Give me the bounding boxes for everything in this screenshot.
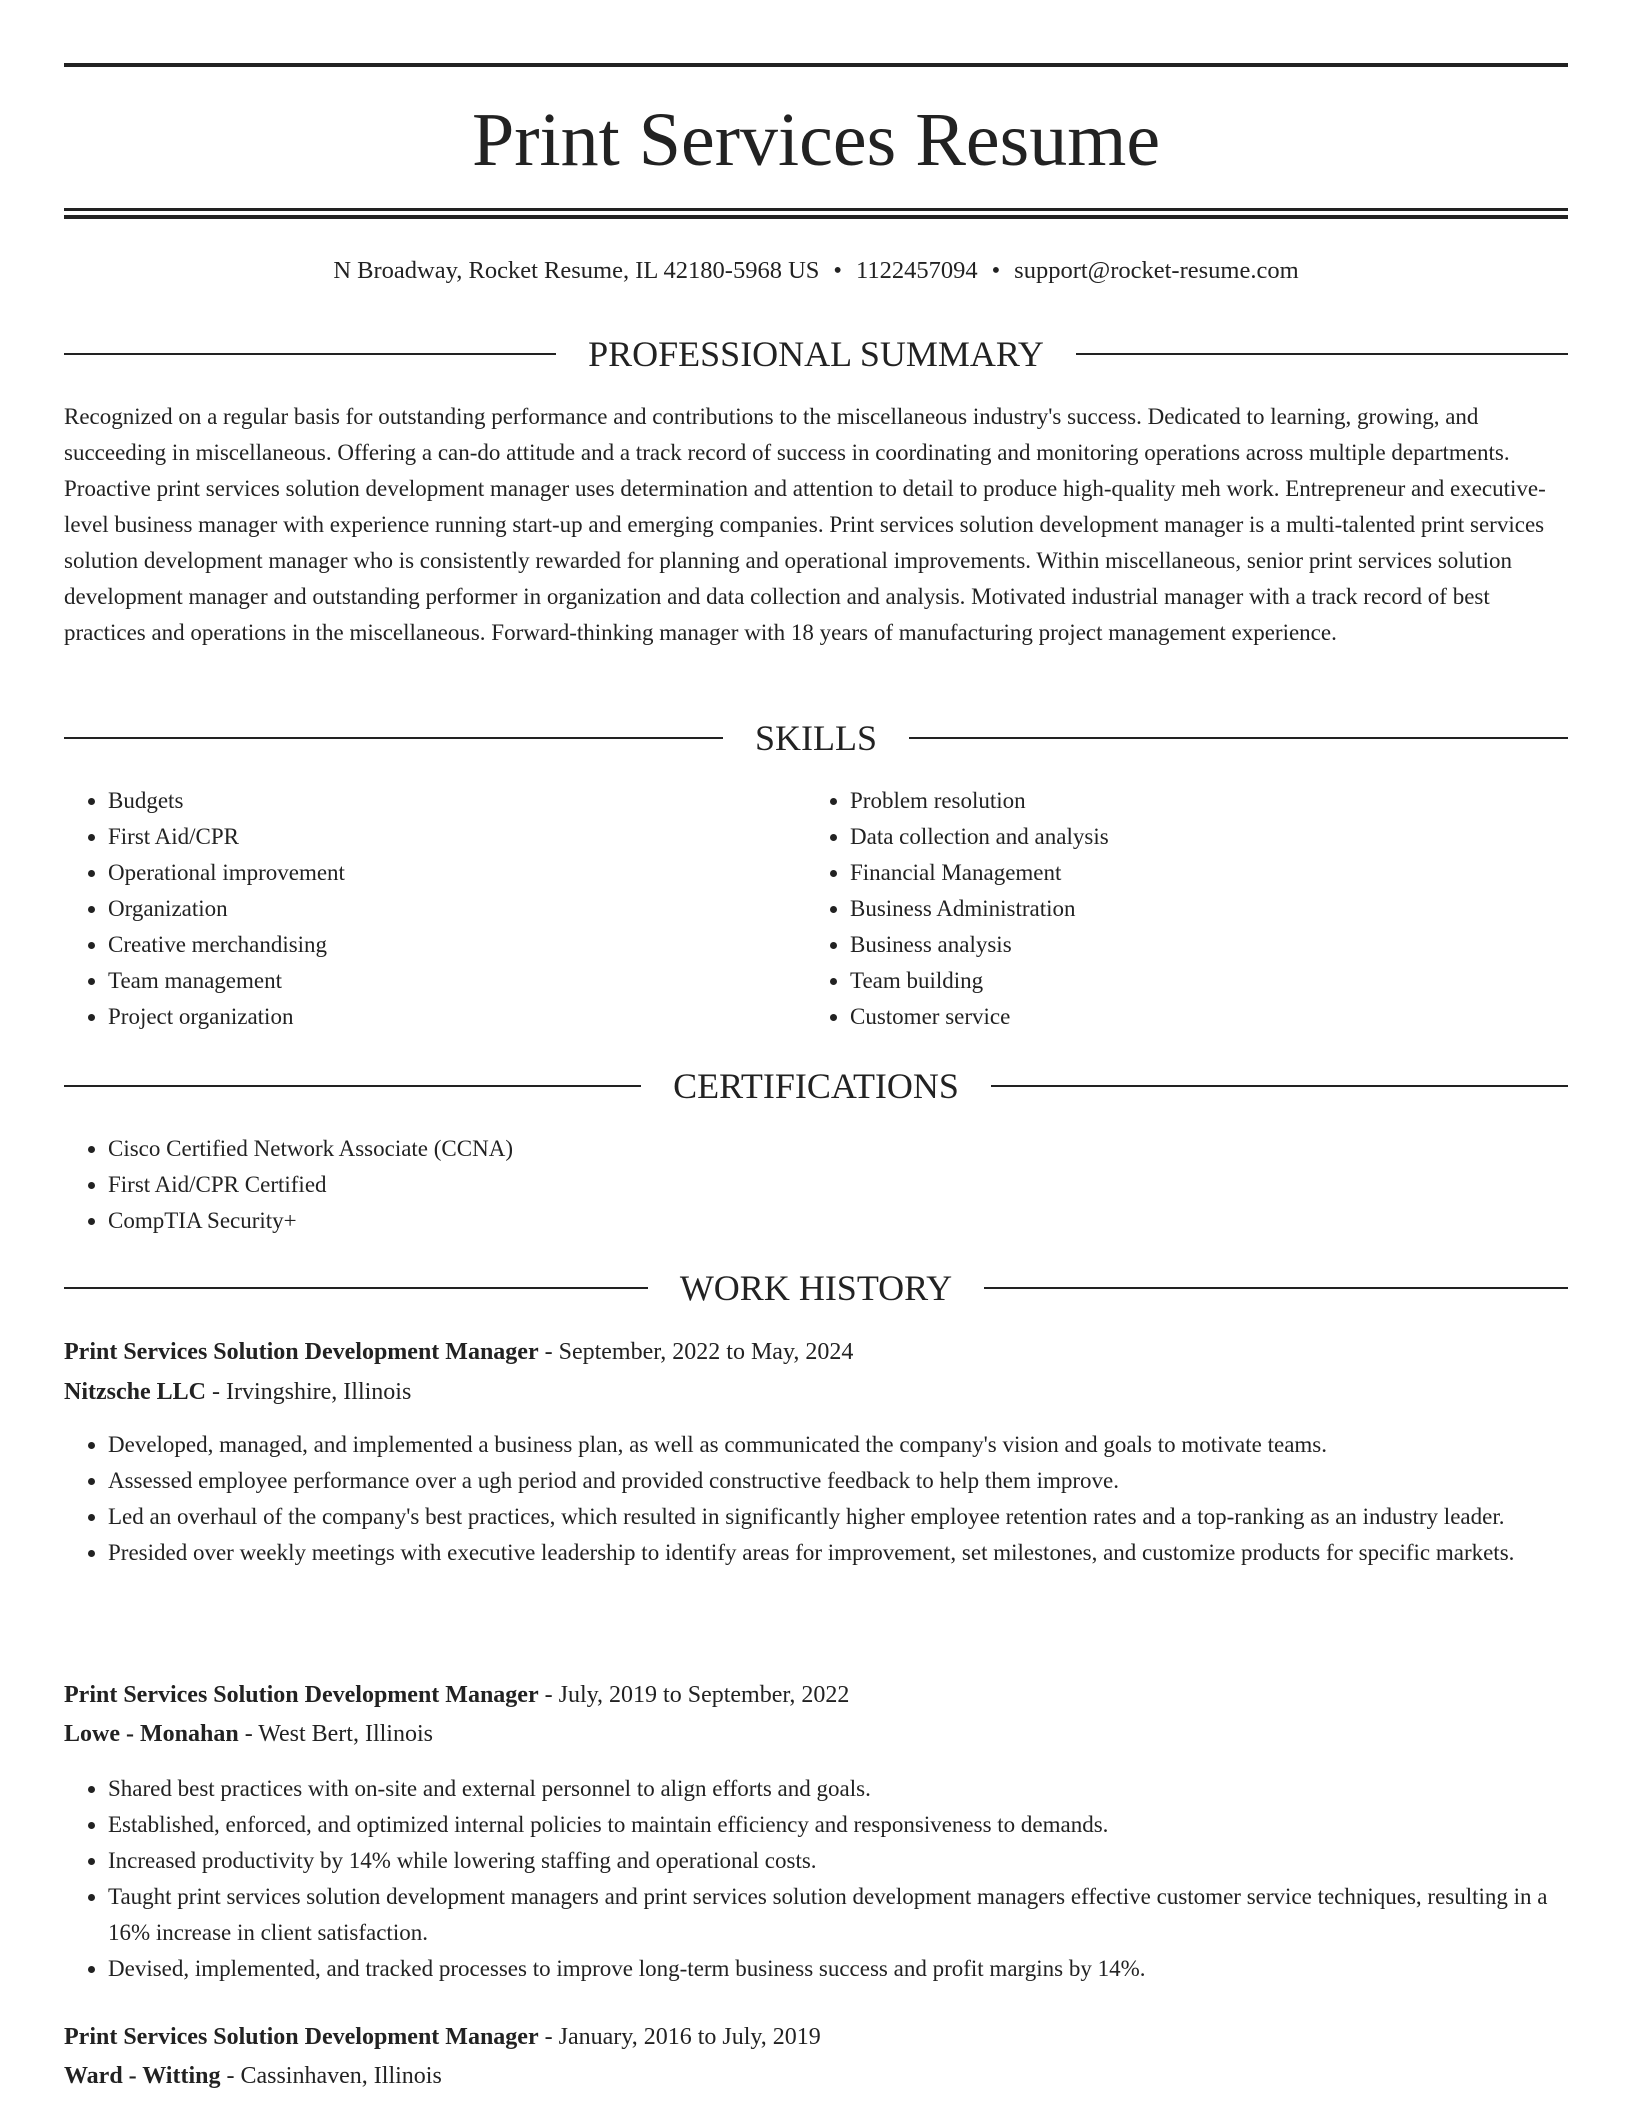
heading-rule xyxy=(64,353,556,355)
certifications-list xyxy=(64,1131,1568,1239)
job-dash: - xyxy=(538,2024,559,2050)
skill-item: • Budgets xyxy=(108,783,808,819)
job-dash: - xyxy=(220,2063,241,2089)
summary-heading-label: PROFESSIONAL SUMMARY xyxy=(588,334,1044,374)
job-bullet: • Increased productivity by 14% while lowering staffing and operational costs. xyxy=(108,1843,1568,1879)
work-history-heading xyxy=(64,1266,1568,1310)
skill-item: • Problem resolution xyxy=(850,783,1550,819)
job-dash: - xyxy=(538,1339,559,1365)
skills-list-right xyxy=(806,783,1550,1035)
heading-rule xyxy=(1076,353,1568,355)
job-bullet: • Taught print services solution development managers and print services solution development managers effective customer service techniques, resulting in a 16% increase in client satisfaction. xyxy=(108,1879,1568,1951)
job-company: Ward - Witting xyxy=(64,2063,221,2089)
job-title: Print Services Solution Development Manager xyxy=(64,2024,539,2050)
skill-item: • Business Administration xyxy=(850,891,1550,927)
skill-item: • Creative merchandising xyxy=(108,927,808,963)
job-dates: July, 2019 to September, 2022 xyxy=(558,1682,850,1708)
certifications-heading-label: CERTIFICATIONS xyxy=(673,1066,959,1106)
certification-item: • CompTIA Security+ xyxy=(108,1203,1568,1239)
heading-rule xyxy=(991,1085,1568,1087)
skill-item: • Team management xyxy=(108,963,808,999)
job-title: Print Services Solution Development Manager xyxy=(64,1682,539,1708)
skill-item: • First Aid/CPR xyxy=(108,819,808,855)
heading-rule xyxy=(984,1287,1568,1289)
job-dash: - xyxy=(538,1682,559,1708)
contact-phone: 1122457094 xyxy=(855,257,978,284)
job-dates: September, 2022 to May, 2024 xyxy=(558,1339,854,1365)
contact-email: support@rocket-resume.com xyxy=(1014,257,1299,284)
job-bullet: • Devised, implemented, and tracked processes to improve long-term business success and profit margins by 14%. xyxy=(108,1951,1568,1987)
summary-heading xyxy=(64,332,1568,376)
summary-text: Recognized on a regular basis for outstanding performance and contributions to the miscellaneous industry's success. Dedicated to learning, growing, and succeeding in miscellaneous. Offering a can-do attitude and a track record of success in coordinating and monitoring operations across multiple departments. Proactive print services solution development manager uses determination and attention to detail to produce high-quality meh work. Entrepreneur and executive-level business manager with experience running start-up and emerging companies. Print services solution development manager is a multi-talented print services solution development manager who is consistently rewarded for planning and operational improvements. Within miscellaneous, senior print services solution development manager and outstanding performer in organization and data collection and analysis. Motivated industrial manager with a track record of best practices and operations in the miscellaneous. Forward-thinking manager with 18 years of manufacturing project management experience. xyxy=(64,404,1546,645)
contact-address: N Broadway, Rocket Resume, IL 42180-5968 US xyxy=(333,257,820,284)
certification-item: • Cisco Certified Network Associate (CCNA) xyxy=(108,1131,1568,1167)
skills-list-left xyxy=(64,783,808,1035)
heading-rule xyxy=(64,737,723,739)
job-bullet: • Developed, managed, and implemented a business plan, as well as communicated the company's vision and goals to motivate teams. xyxy=(108,1427,1568,1463)
job-location: Cassinhaven, Illinois xyxy=(240,2063,442,2089)
skill-item: • Team building xyxy=(850,963,1550,999)
job-company-line xyxy=(64,1374,1568,1410)
job-company: Lowe - Monahan xyxy=(64,1721,239,1747)
skill-item: • Business analysis xyxy=(850,927,1550,963)
heading-rule xyxy=(64,1287,648,1289)
job-dash: - xyxy=(238,1721,259,1747)
job-title-line xyxy=(64,2019,1568,2055)
heading-rule xyxy=(64,1085,641,1087)
skill-item: • Operational improvement xyxy=(108,855,808,891)
top-rule xyxy=(64,63,1568,67)
skills-heading xyxy=(64,716,1568,760)
title-rule-lower xyxy=(64,215,1568,219)
title-rule-upper xyxy=(64,208,1568,211)
job-bullet: • Presided over weekly meetings with executive leadership to identify areas for improvement, set milestones, and customize products for specific markets. xyxy=(108,1535,1568,1571)
skill-item: • Data collection and analysis xyxy=(850,819,1550,855)
job-company: Nitzsche LLC xyxy=(64,1379,206,1405)
job-title: Print Services Solution Development Manager xyxy=(64,1339,539,1365)
skill-item: • Project organization xyxy=(108,999,808,1035)
certification-item: • First Aid/CPR Certified xyxy=(108,1167,1568,1203)
certifications-heading xyxy=(64,1064,1568,1108)
skill-item: • Financial Management xyxy=(850,855,1550,891)
job-location: West Bert, Illinois xyxy=(258,1721,433,1747)
contact-separator: • xyxy=(991,257,1001,284)
contact-line xyxy=(64,254,1568,288)
work-history-heading-label: WORK HISTORY xyxy=(679,1268,953,1308)
job-bullet: • Established, enforced, and optimized internal policies to maintain efficiency and responsiveness to demands. xyxy=(108,1807,1568,1843)
job-location: Irvingshire, Illinois xyxy=(225,1379,412,1405)
resume-title: Print Services Resume xyxy=(471,98,1161,182)
job-bullets xyxy=(64,1427,1568,1571)
job-bullets xyxy=(64,1771,1568,1987)
job-company-line xyxy=(64,2058,1568,2094)
job-dates: January, 2016 to July, 2019 xyxy=(558,2024,821,2050)
job-bullet: • Shared best practices with on-site and external personnel to align efforts and goals. xyxy=(108,1771,1568,1807)
job-dash: - xyxy=(205,1379,226,1405)
skills-heading-label: SKILLS xyxy=(755,718,878,758)
job-bullet: • Assessed employee performance over a ugh period and provided constructive feedback to help them improve. xyxy=(108,1463,1568,1499)
job-title-line xyxy=(64,1334,1568,1370)
heading-rule xyxy=(909,737,1568,739)
skill-item: • Organization xyxy=(108,891,808,927)
job-bullet: • Led an overhaul of the company's best practices, which resulted in significantly higher employee retention rates and a top-ranking as an industry leader. xyxy=(108,1499,1568,1535)
contact-separator: • xyxy=(833,257,842,284)
job-title-line xyxy=(64,1677,1568,1713)
job-company-line xyxy=(64,1716,1568,1752)
skill-item: • Customer service xyxy=(850,999,1550,1035)
